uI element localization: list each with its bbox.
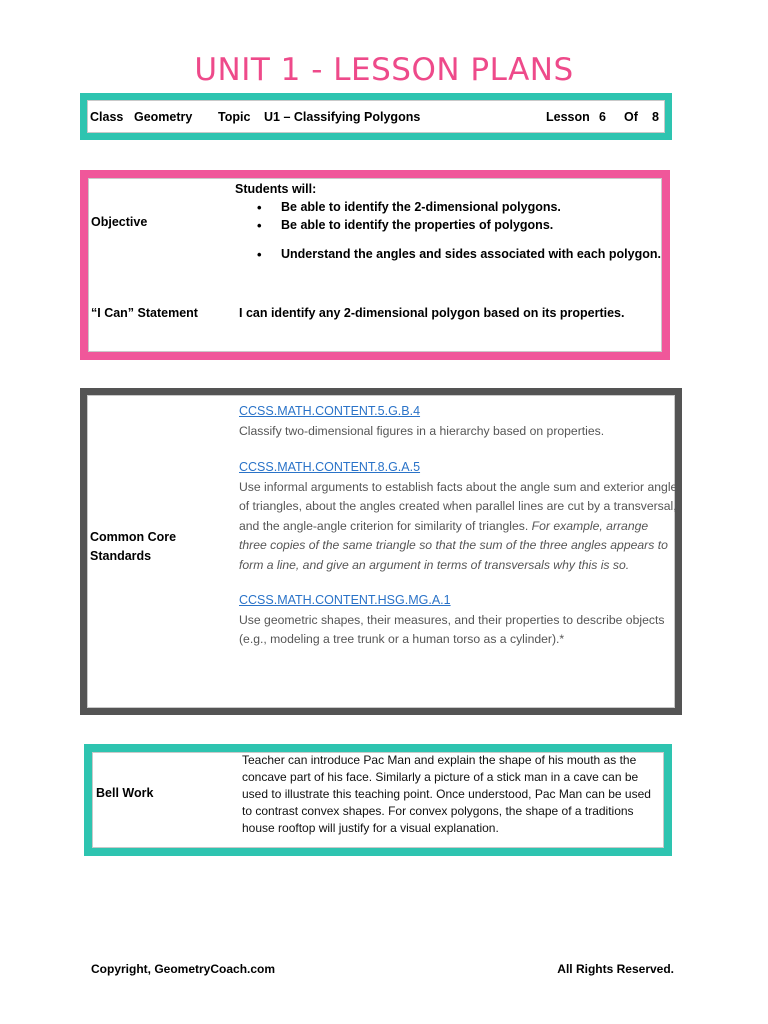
standard-description: Classify two-dimensional figures in a hierarchy based on properties. [239,423,605,438]
standard-link[interactable]: CCSS.MATH.CONTENT.HSG.MG.A.1 [239,593,451,607]
standards-content [239,402,679,650]
objective-bullet: • Be able to identify the properties of polygons. [281,218,553,232]
standards-label: Common Core Standards [90,530,177,563]
rights-text: All Rights Reserved. [557,962,674,976]
lesson-number: 6 [599,110,606,124]
bell-work-text: Teacher can introduce Pac Man and explain the shape of his mouth as the concave part of his face. Similarly a picture of a stick man in a cave can be used to illustrate this teaching point. Once understood, Pac Man can be used to contrast convex shapes. For convex polygons, the shape of a traditions house rooftop will justify for a visual explanation. [242,753,651,835]
copyright-text: Copyright, GeometryCoach.com [91,962,276,976]
class-value: Geometry [134,110,193,124]
standards-box [80,388,682,715]
class-label: Class [90,110,124,124]
standard-link[interactable]: CCSS.MATH.CONTENT.5.G.B.4 [239,404,421,418]
topic-label: Topic [218,110,251,124]
lesson-total: 8 [652,110,659,124]
ican-statement: I can identify any 2-dimensional polygon based on its properties. [239,306,625,320]
bell-work-box [84,744,672,856]
standard-description: Use geometric shapes, their measures, and their properties to describe objects (e.g., modeling a tree trunk or a human torso as a cylinder).* [239,612,665,646]
of-label: Of [624,110,638,124]
lesson-label: Lesson [546,110,590,124]
standard-example: For example, arrange three copies of the same triangle so that the sum of the three angles appears to form a line, and give an argument in terms of transversals why this is so. [239,518,668,572]
objective-label: Objective [91,215,148,229]
objective-bullet: • Be able to identify the 2-dimensional polygons. [281,200,561,214]
lesson-header-box [80,93,672,140]
standard-link[interactable]: CCSS.MATH.CONTENT.8.G.A.5 [239,460,421,474]
objective-bullet: • Understand the angles and sides associated with each polygon. [281,247,661,261]
bell-work-label: Bell Work [96,786,154,800]
ican-label: “I Can” Statement [91,306,198,320]
objective-intro: Students will: [235,182,317,196]
objective-box [80,170,670,360]
topic-value: U1 – Classifying Polygons [264,110,421,124]
standard-description: Use informal arguments to establish facts about the angle sum and exterior angle of triangles, about the angles created when parallel lines are cut by a transversal, and the angle-angle criterion for similarity of triangles. For example, arrange three copies of the same triangle so that the sum of the three angles appears to form a line, and give an argument in terms of transversals why this is so. [239,479,678,572]
page-title: UNIT 1 - LESSON PLANS [194,52,574,88]
